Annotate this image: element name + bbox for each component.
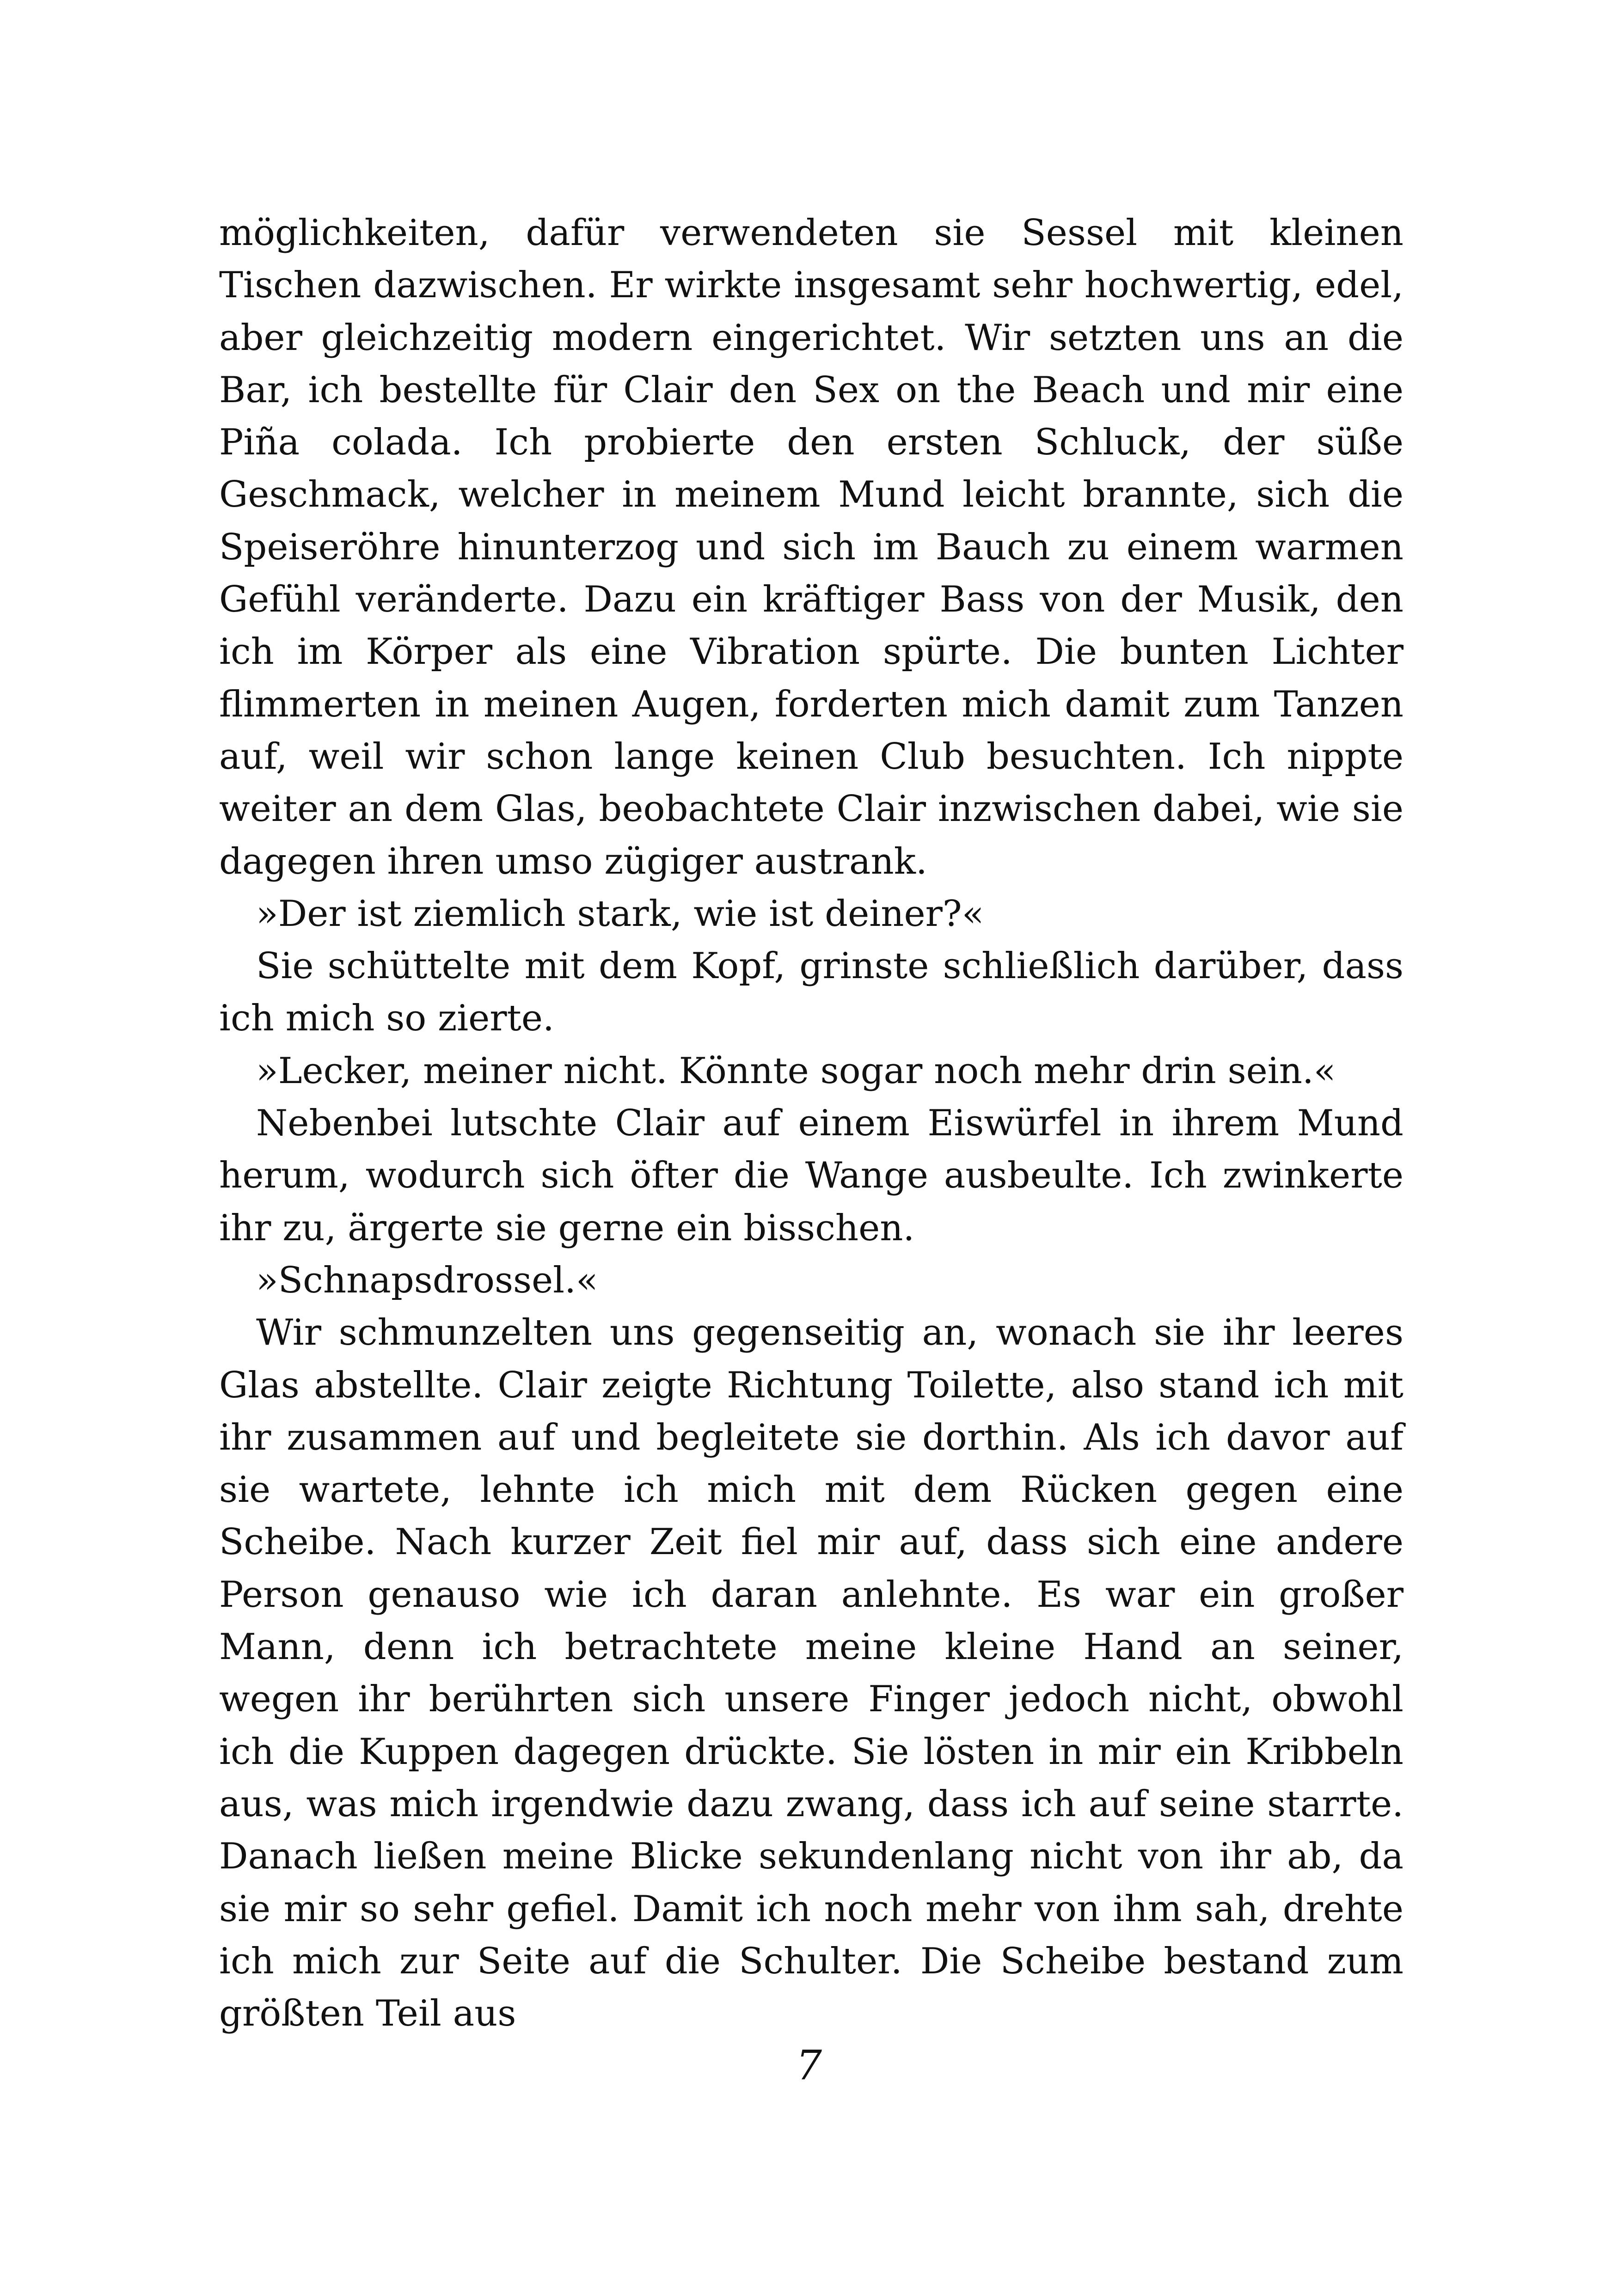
paragraph-6: »Schnapsdrossel.« xyxy=(256,1259,598,1301)
paragraph-2: »Der ist ziemlich stark, wie ist deiner?« xyxy=(256,893,984,935)
paragraph-5: Nebenbei lutschte Clair auf einem Eiswürfel in ihrem Mund herum, wodurch sich öfter die Wange ausbeulte. Ich zwinkerte ihr zu, ärgerte sie gerne ein bisschen. xyxy=(219,1102,1403,1249)
body-text xyxy=(219,207,1403,2040)
paragraph-4: »Lecker, meiner nicht. Könnte sogar noch mehr drin sein.« xyxy=(256,1050,1336,1092)
paragraph-7: Wir schmunzelten uns gegenseitig an, wonach sie ihr leeres Glas abstellte. Clair zeigte Richtung Toilette, also stand ich mit ihr zusammen auf und begleitete sie dorthin. Als ich davor auf sie wartete, lehnte ich mich mit dem Rücken gegen eine Scheibe. Nach kurzer Zeit fiel mir auf, dass sich eine andere Person genauso wie ich daran anlehnte. Es war ein großer Mann, denn ich betrachtete meine kleine Hand an seiner, wegen ihr berührten sich unsere Finger jedoch nicht, obwohl ich die Kuppen dagegen drückte. Sie lösten in mir ein Kribbeln aus, was mich irgendwie dazu zwang, dass ich auf seine starrte. Danach ließen meine Blicke sekundenlang nicht von ihr ab, da sie mir so sehr gefiel. Damit ich noch mehr von ihm sah, drehte ich mich zur Seite auf die Schulter. Die Scheibe bestand zum größten Teil aus xyxy=(219,1312,1403,2035)
paragraph-3: Sie schüttelte mit dem Kopf, grinste schließlich darüber, dass ich mich so zierte. xyxy=(219,945,1403,1040)
page-number: 7 xyxy=(796,2041,822,2089)
paragraph-1: möglichkeiten, dafür verwendeten sie Sessel mit kleinen Tischen dazwischen. Er wirkte insgesamt sehr hochwertig, edel, aber gleichzeitig modern eingerichtet. Wir setzten uns an die Bar, ich bestellte für Clair den Sex on the Beach und mir eine Piña colada. Ich probierte den ersten Schluck, der süße Geschmack, welcher in meinem Mund leicht brannte, sich die Speiseröhre hinunterzog und sich im Bauch zu einem warmen Gefühl veränderte. Dazu ein kräftiger Bass von der Musik, den ich im Körper als eine Vibration spürte. Die bunten Lichter flimmerten in meinen Augen, forderten mich damit zum Tanzen auf, weil wir schon lange keinen Club besuchten. Ich nippte weiter an dem Glas, beobachtete Clair inzwischen dabei, wie sie dagegen ihren umso zügiger austrank. xyxy=(219,212,1403,882)
